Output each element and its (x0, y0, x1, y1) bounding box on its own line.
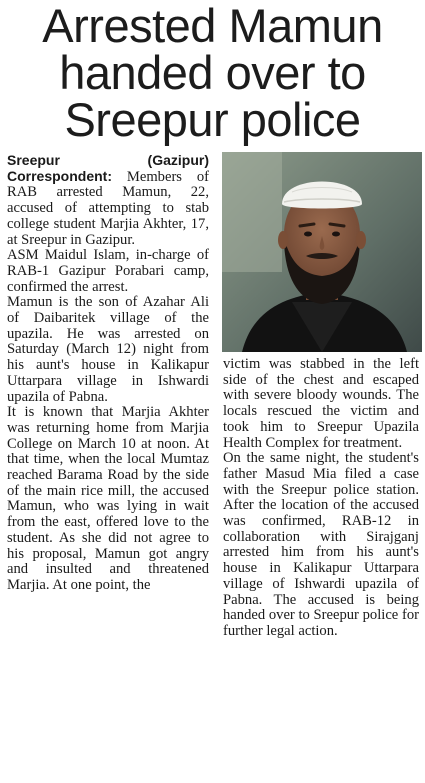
dateline (7, 153, 209, 169)
dateline-district: (Gazipur) (147, 152, 209, 168)
dateline-role: Correspondent: (7, 167, 112, 184)
headline-line-3: Sreepur police (64, 93, 361, 146)
article-paragraph-6: On the same night, the student's father Masud Mia filed a case with the Sreepur police station. After the location of the accused was confirmed, RAB-12 in collaboration with Sirajganj arrested him from his aunt's house in Kalikapur Uttarpara village of Ishwardi upazila of Pabna. The accused is being handed over to Sreepur police for further legal action. (223, 450, 419, 639)
portrait-image (222, 152, 422, 352)
article-column-2 (223, 357, 419, 640)
article-column-1 (7, 153, 209, 594)
article-paragraph-5: victim was stabbed in the left side of the chest and escaped with severe bloody wounds. The locals rescued the victim and took him to Sreepur Upazila Health Complex for treatment. (223, 356, 419, 451)
paragraph-1-text: Members of RAB arrested Mamun, 22, accused of attempting to stab college student Marjia Akhter, 17, at Sreepur in Gazipur. (7, 168, 209, 248)
article-paragraph-2: ASM Maidul Islam, in-charge of RAB-1 Gazipur Porabari camp, confirmed the arrest. (7, 247, 209, 295)
headline (0, 0, 425, 146)
accused-photo (222, 152, 422, 352)
article-paragraph-3: Mamun is the son of Azahar Ali of Daibaritek village of the upazila. He was arrested on Saturday (March 12) night from his aunt's house in Kalikapur Uttarpara village in Ishwardi upazila of Pabna. (7, 294, 209, 405)
article-paragraph-1 (7, 169, 209, 249)
article-paragraph-4: It is known that Marjia Akhter was returning home from Marjia College on March 10 at noon. At that time, when the local Mumtaz reached Barama Road by the side of the main rice mill, the accused Mamun, who was lying in wait from the east, offered love to the student. As she did not agree to his proposal, Mamun got angry and insulted and threatened Marjia. At one point, the (7, 404, 209, 593)
dateline-place: Sreepur (7, 152, 60, 168)
headline-line-2: handed over to (59, 46, 366, 99)
headline-line-1: Arrested Mamun (42, 0, 383, 52)
